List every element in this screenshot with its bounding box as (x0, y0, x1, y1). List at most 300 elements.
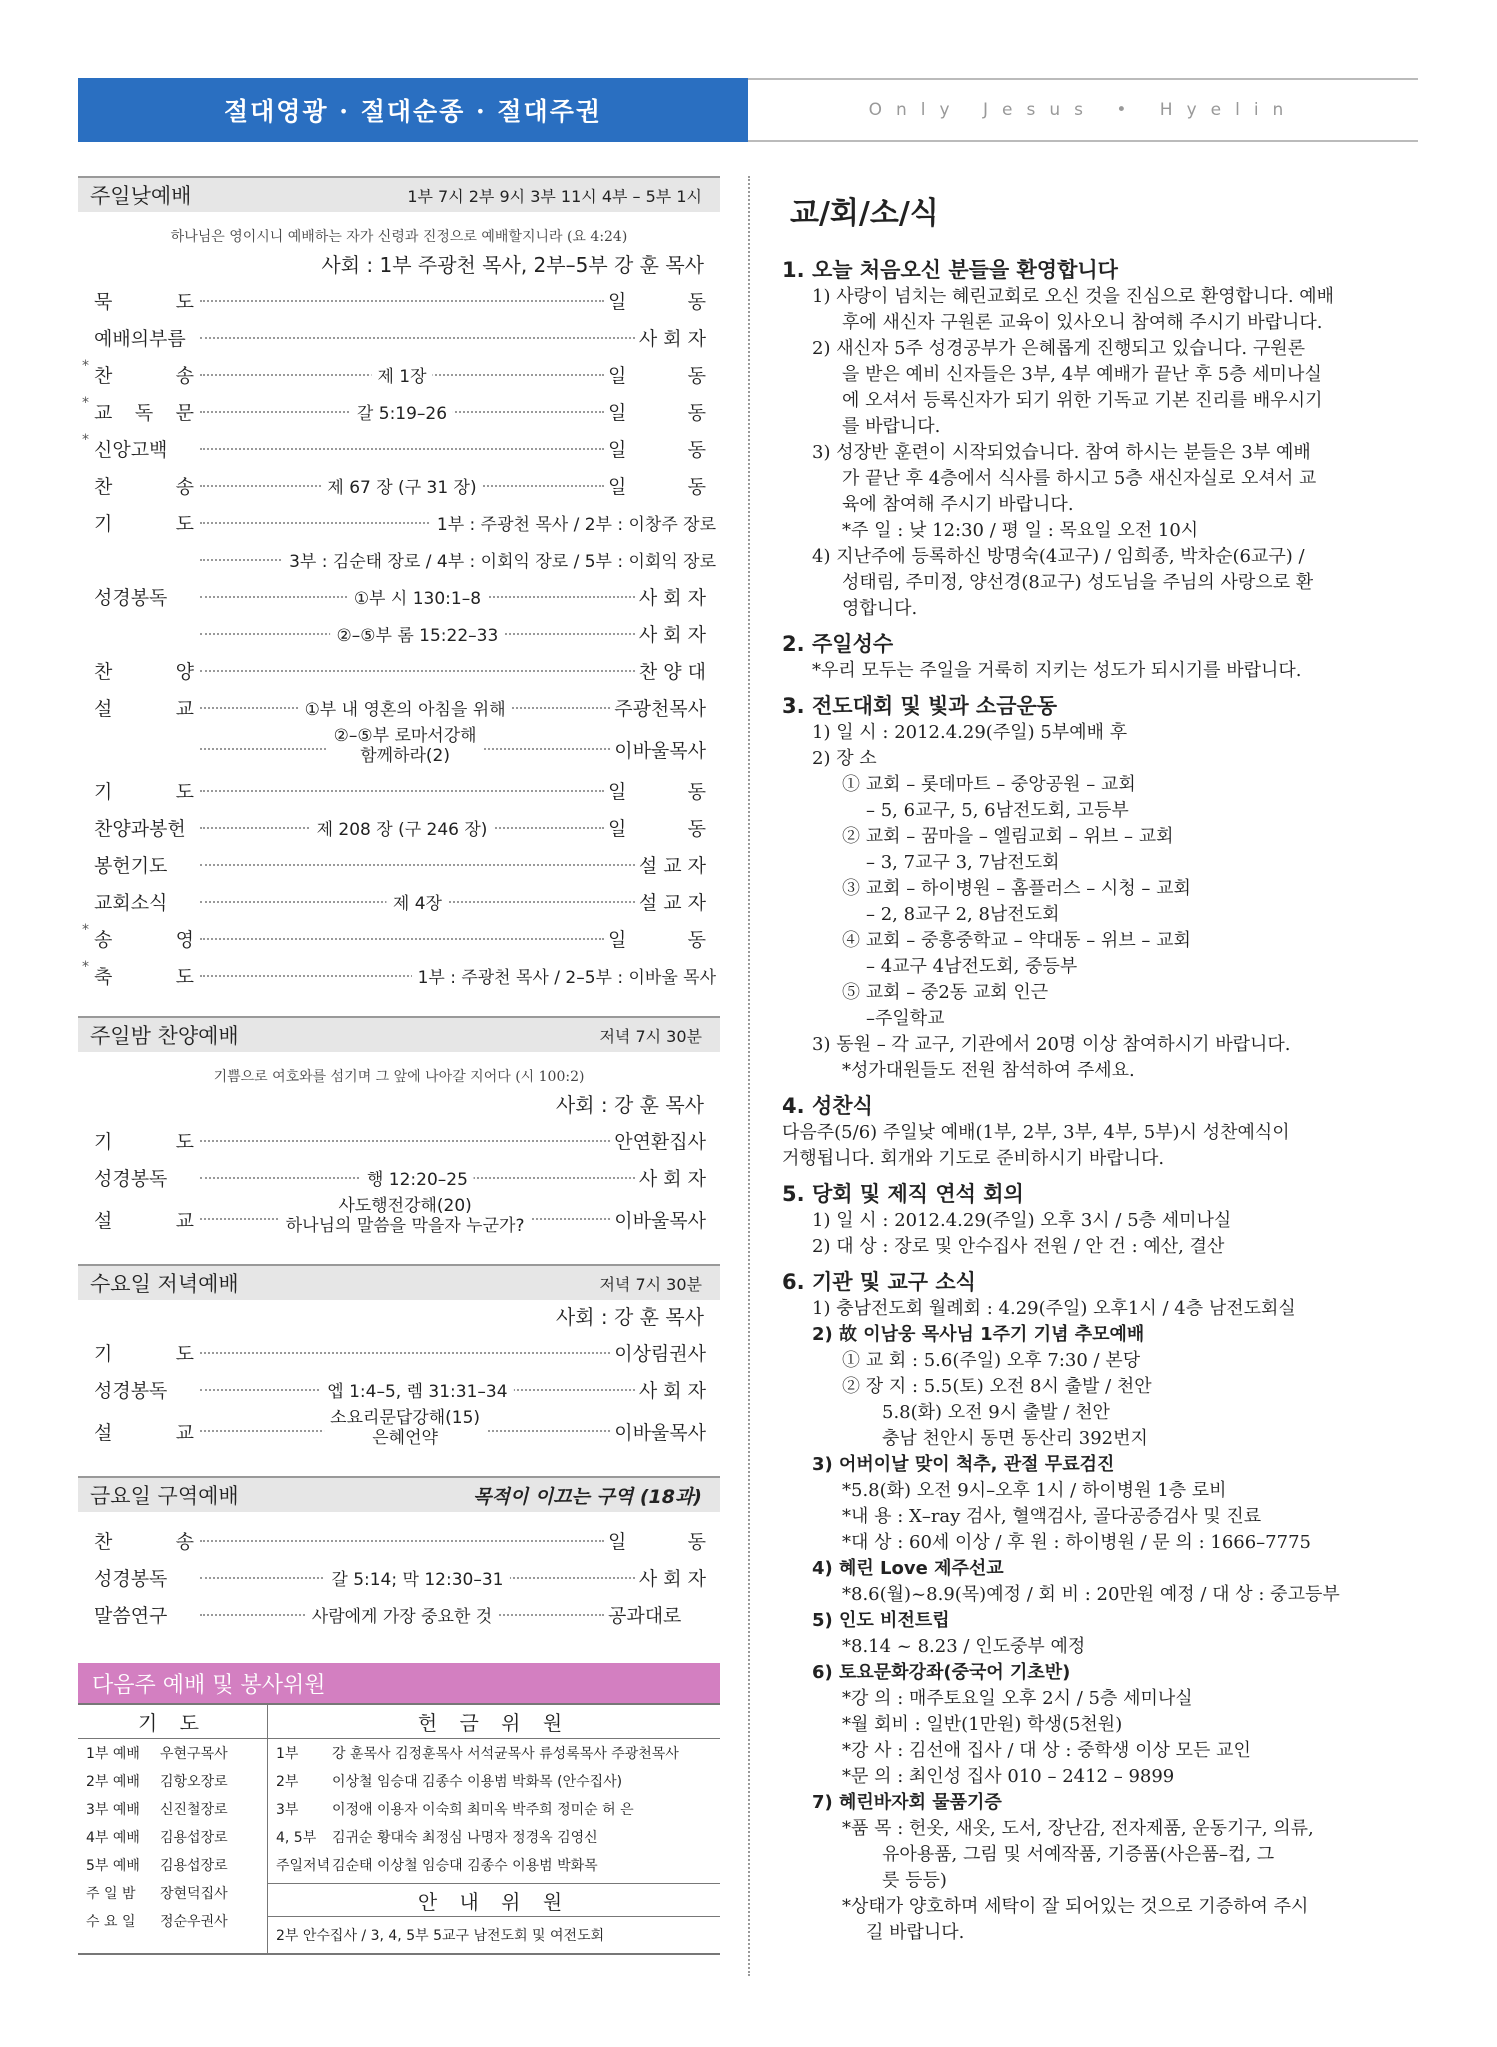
news-line: 2) 장 소 (812, 748, 877, 769)
order-row (78, 504, 720, 541)
prayer-person: 우현구목사 (160, 1746, 228, 1762)
news-line: ③ 교회 – 하이병원 – 홈플러스 – 시청 – 교회 (842, 878, 1191, 899)
news-line: 2) 故 이남웅 목사님 1주기 기념 추모예배 (812, 1324, 1145, 1345)
leader-dots (200, 726, 610, 766)
news-line: ⑤ 교회 – 중2동 교회 인근 (842, 982, 1049, 1003)
order-row (78, 1196, 720, 1242)
order-item-leader: 이바울목사 (614, 739, 706, 762)
leader-dots (200, 864, 635, 866)
leader-dots (200, 551, 716, 572)
offering-members: 강 훈목사 김정훈목사 서석균목사 류성록목사 주광천목사 (332, 1746, 679, 1762)
order-row (78, 578, 720, 615)
offering-service: 2부 (276, 1774, 299, 1790)
detail-line: 1부 : 주광천 목사 / 2부 : 이창주 장로 (436, 514, 716, 535)
news-line: 5) 인도 비전트립 (812, 1610, 950, 1631)
presider: 사회 : 강 훈 목사 (555, 1305, 704, 1329)
news-line: *강 의 : 매주토요일 오후 2시 / 5층 세미나실 (842, 1688, 1193, 1709)
order-item-label: 기 도 (94, 1131, 194, 1153)
order-item-label: 말씀연구 (94, 1605, 168, 1627)
detail-line: 갈 5:14; 막 12:30–31 (331, 1569, 504, 1590)
order-row (78, 319, 720, 356)
section-gap (78, 1633, 720, 1655)
leader-dots (200, 366, 604, 387)
news-line: *주 일 : 낮 12:30 / 평 일 : 목요일 오전 10시 (842, 520, 1199, 541)
order-item-detail (348, 584, 487, 609)
order-item-detail (325, 1565, 509, 1590)
prayer-service: 2부 예배 (86, 1774, 140, 1790)
order-item-detail (311, 815, 494, 840)
prayer-header: 기 도 (78, 1705, 267, 1739)
order-item-label: 성경봉독 (94, 1380, 168, 1402)
order-item-detail (412, 963, 716, 988)
detail-line: 행 12:20–25 (366, 1169, 468, 1190)
order-row (78, 1559, 720, 1596)
news-line: 1) 일 시 : 2012.4.29(주일) 5부예배 후 (812, 722, 1128, 743)
prayer-person: 김용섭장로 (160, 1858, 228, 1874)
page-header (78, 78, 1418, 142)
order-item-label: 봉헌기도 (94, 855, 168, 877)
order-item-name (78, 1376, 196, 1403)
news-line: 4) 지난주에 등록하신 방명숙(4교구) / 임희종, 박차순(6교구) / (812, 546, 1305, 567)
detail-line: 제 67 장 (구 31 장) (327, 477, 477, 498)
prayer-person: 정순우권사 (160, 1914, 228, 1930)
detail-line-2: 함께하라(2) (360, 746, 450, 766)
news-line: 영합니다. (842, 598, 918, 619)
offering-row (268, 1767, 720, 1795)
news-line: ① 교회 – 롯데마트 – 중앙공원 – 교회 (842, 774, 1136, 795)
section-times: 1부 7시 2부 9시 3부 11시 4부 – 5부 1시 (407, 186, 702, 206)
order-row (78, 541, 720, 578)
news-line: 7) 혜린바자회 물품기증 (812, 1792, 1002, 1813)
news-line: *월 회비 : 일반(1만원) 학생(5천원) (842, 1714, 1123, 1735)
news-item-heading: 전도대회 및 빛과 소금운동 (812, 694, 1058, 718)
order-item-name (78, 888, 196, 915)
offering-row (268, 1823, 720, 1851)
scripture-verse: 하나님은 영이시니 예배하는 자가 신령과 진정으로 예배할지니라 (요 4:24) (170, 229, 628, 245)
offering-row (268, 1851, 720, 1879)
order-item-name (78, 1164, 196, 1191)
news-item-heading: 당회 및 제직 연석 회의 (812, 1182, 1024, 1206)
leader-dots (200, 403, 604, 424)
order-row (78, 356, 720, 393)
section-times: 저녁 7시 30분 (599, 1274, 702, 1294)
order-item-detail (351, 399, 453, 424)
order-item-leader: 이상림권사 (614, 1343, 706, 1365)
order-item-leader: 사 회 자 (638, 1168, 706, 1190)
presider: 사회 : 강 훈 목사 (555, 1093, 704, 1117)
offering-header: 헌 금 위 원 (268, 1705, 720, 1739)
section-gap (78, 1242, 720, 1264)
section-subtitle: 목적이 이끄는 구역 (18과) (473, 1485, 702, 1508)
news-line: – 4교구 4남전도회, 중등부 (866, 956, 1078, 977)
news-line: 후에 새신자 구원론 교육이 있사오니 참여해 주시기 바랍니다. (842, 312, 1323, 333)
news-item-number: 5. (782, 1182, 805, 1206)
offering-service: 주일저녁 (276, 1858, 331, 1874)
order-item-leader: 이바울목사 (614, 1209, 706, 1232)
order-row (78, 1408, 720, 1454)
leader-dots (200, 1196, 610, 1236)
news-item-number: 4. (782, 1094, 805, 1118)
offering-service: 4, 5부 (276, 1830, 317, 1846)
order-row (78, 1371, 720, 1408)
order-item-label: 설 교 (94, 698, 194, 720)
news-line: *문 의 : 최인성 집사 010 – 2412 – 9899 (842, 1766, 1175, 1787)
news-item-number: 2. (782, 632, 805, 656)
order-item-detail (324, 1408, 486, 1448)
prayer-service: 수 요 일 (86, 1914, 136, 1930)
leader-dots (200, 448, 604, 450)
news-line: 길 바랍니다. (866, 1922, 965, 1943)
news-line: ② 교회 – 꿈마을 – 엘림교회 – 위브 – 교회 (842, 826, 1174, 847)
spacer (78, 1512, 720, 1522)
order-item-name (78, 1127, 196, 1154)
order-item-name (78, 398, 196, 425)
order-row (78, 1522, 720, 1559)
order-item-leader: 사 회 자 (638, 587, 706, 609)
news-item-heading: 성찬식 (812, 1094, 873, 1118)
order-item-leader: 일 동 (608, 781, 706, 803)
leader-dots (200, 938, 604, 940)
news-line: 6) 토요문화강좌(중국어 기초반) (812, 1662, 1071, 1683)
order-item-label: 기 도 (94, 513, 194, 535)
prayer-row (78, 1823, 267, 1851)
news-line: 3) 동원 – 각 교구, 기관에서 20명 이상 참여하시기 바랍니다. (812, 1034, 1291, 1055)
order-row (78, 920, 720, 957)
section-gap (78, 1454, 720, 1476)
news-line: 거행됩니다. 회개와 기도로 준비하시기 바랍니다. (782, 1148, 1165, 1169)
prayer-row (78, 1879, 267, 1907)
leader-dots (200, 670, 635, 672)
news-line: 3) 성장반 훈련이 시작되었습니다. 참여 하시는 분들은 3부 예배 (812, 442, 1311, 463)
order-row (78, 652, 720, 689)
order-row (78, 467, 720, 504)
order-item-name (78, 549, 196, 571)
order-item-name (78, 1339, 196, 1366)
order-item-leader: 설 교 자 (638, 892, 706, 914)
prayer-service: 1부 예배 (86, 1746, 140, 1762)
order-item-name (78, 287, 196, 314)
detail-line: 제 4장 (392, 893, 442, 914)
order-item-name (78, 694, 196, 721)
order-item-leader: 사 회 자 (638, 1380, 706, 1402)
leader-dots (200, 1569, 635, 1590)
order-row (78, 726, 720, 772)
order-item-detail (387, 889, 448, 914)
leader-dots (200, 337, 635, 339)
order-item-name (78, 814, 196, 841)
news-line: 충남 천안시 동면 동산리 392번지 (882, 1428, 1148, 1449)
order-item-leader: 설 교 자 (638, 855, 706, 877)
news-line: – 5, 6교구, 5, 6남전도회, 고등부 (866, 800, 1129, 821)
detail-line: 사도행전강해(20) (338, 1196, 472, 1216)
news-item-number: 1. (782, 258, 805, 282)
order-item-detail (321, 473, 482, 498)
news-line: 1) 충남전도회 월례회 : 4.29(주일) 오후1시 / 4층 남전도회실 (812, 1298, 1296, 1319)
order-item-name (78, 1564, 196, 1591)
news-line: *품 목 : 헌옷, 새옷, 도서, 장난감, 전자제품, 운동기구, 의류, (842, 1818, 1314, 1839)
order-item-detail (431, 510, 716, 535)
order-item-detail (280, 1196, 531, 1236)
leader-dots (200, 1169, 635, 1190)
order-item-leader: 안연환집사 (614, 1131, 706, 1153)
order-item-detail (283, 547, 716, 572)
news-line: 5.8(화) 오전 9시 출발 / 천안 (882, 1402, 1110, 1423)
prayer-row (78, 1851, 267, 1879)
order-item-label: 기 도 (94, 781, 194, 803)
leader-dots (200, 514, 716, 535)
offering-service: 3부 (276, 1802, 299, 1818)
news-line: ④ 교회 – 중흥중학교 – 약대동 – 위브 – 교회 (842, 930, 1191, 951)
order-item-label: 묵 도 (94, 291, 194, 313)
sunday_night-header (78, 1016, 720, 1052)
sunday_day-header (78, 176, 720, 212)
news-title: 교/회/소/식 (790, 196, 939, 231)
prayer-person: 김항오장로 (160, 1774, 228, 1790)
offering-members: 이상철 임승대 김종수 이용범 박화목 (안수집사) (332, 1774, 623, 1790)
news-line: *강 사 : 김선애 집사 / 대 상 : 중학생 이상 모든 교인 (842, 1740, 1251, 1761)
church-news-column (782, 176, 1422, 1946)
news-line: 를 바랍니다. (842, 416, 941, 437)
news-line: 1) 사랑이 넘치는 혜린교회로 오신 것을 진심으로 환영합니다. 예배 (812, 286, 1335, 307)
order-item-label: 교회소식 (94, 892, 168, 914)
next-week-table (78, 1703, 720, 1955)
leader-dots (200, 1352, 610, 1354)
order-item-label: 찬 송 (94, 365, 194, 387)
news-item-number: 6. (782, 1270, 805, 1294)
leader-dots (200, 588, 635, 609)
order-row (78, 1159, 720, 1196)
detail-line: 제 208 장 (구 246 장) (316, 819, 488, 840)
order-item-leader: 사 회 자 (638, 624, 706, 646)
order-row (78, 282, 720, 319)
news-line: 4) 혜린 Love 제주선교 (812, 1558, 1004, 1579)
order-item-label: 찬 송 (94, 1531, 194, 1553)
leader-dots (200, 1606, 604, 1627)
order-row (78, 1596, 720, 1633)
news-line: 을 받은 예비 신자들은 3부, 4부 예배가 끝난 후 5층 세미나실 (842, 364, 1322, 385)
news-line: 다음주(5/6) 주일낮 예배(1부, 2부, 3부, 4부, 5부)시 성찬예식이 (782, 1122, 1290, 1143)
order-item-leader: 일 동 (608, 1531, 706, 1553)
section-gap (78, 994, 720, 1016)
news-line: *상태가 양호하며 세탁이 잘 되어있는 것으로 기증하여 주시 (842, 1896, 1309, 1917)
detail-line-2: 은혜언약 (372, 1428, 438, 1448)
order-item-name (78, 1418, 196, 1445)
news-item-number: 3. (782, 694, 805, 718)
order-item-name (78, 472, 196, 499)
news-line: *대 상 : 60세 이상 / 후 원 : 하이병원 / 문 의 : 1666–7775 (842, 1532, 1311, 1553)
usher-header: 안 내 위 원 (268, 1883, 720, 1917)
order-item-leader: 일 동 (608, 365, 706, 387)
order-item-leader: 일 동 (608, 402, 706, 424)
offering-row (268, 1739, 720, 1767)
news-line: 3) 어버이날 맞이 척추, 관절 무료검진 (812, 1454, 1115, 1475)
leader-dots (200, 477, 604, 498)
order-item-leader: 일 동 (608, 476, 706, 498)
order-item-detail (328, 726, 483, 766)
detail-line: 3부 : 김순태 장로 / 4부 : 이회익 장로 / 5부 : 이회익 장로 (289, 551, 716, 572)
section-times: 저녁 7시 30분 (599, 1026, 702, 1046)
order-row (78, 1334, 720, 1371)
news-line: *성가대원들도 전원 참석하여 주세요. (842, 1060, 1135, 1081)
detail-line: ②–⑤부 롬 15:22–33 (336, 625, 499, 646)
order-item-name (78, 777, 196, 804)
order-row (78, 772, 720, 809)
prayer-row (78, 1795, 267, 1823)
order-item-name (78, 509, 196, 536)
news-line: 성태림, 주미정, 양선경(8교구) 성도님을 주님의 사랑으로 환 (842, 572, 1314, 593)
order-item-detail (361, 1165, 474, 1190)
order-item-label: 찬 송 (94, 476, 194, 498)
news-line: 2) 새신자 5주 성경공부가 은혜롭게 진행되고 있습니다. 구원론 (812, 338, 1306, 359)
order-item-leader: 일 동 (608, 929, 706, 951)
order-item-leader: 공과대로 (608, 1605, 682, 1627)
order-item-detail (331, 621, 505, 646)
order-item-label: 성경봉독 (94, 587, 168, 609)
leader-dots (200, 967, 716, 988)
order-row (78, 393, 720, 430)
order-item-label: 찬양과봉헌 (94, 818, 186, 840)
news-item-title (782, 1180, 1422, 1208)
order-item-name (78, 583, 196, 610)
order-item-label: 찬 양 (94, 661, 194, 683)
order-item-leader: 일 동 (608, 439, 706, 461)
presider: 사회 : 1부 주광천 목사, 2부–5부 강 훈 목사 (321, 253, 704, 277)
order-item-name (78, 1206, 196, 1233)
section-title: 주일밤 찬양예배 (90, 1024, 239, 1048)
section-title: 금요일 구역예배 (90, 1484, 239, 1508)
news-line: *내 용 : X–ray 검사, 혈액검사, 골다공증검사 및 진료 (842, 1506, 1262, 1527)
order-item-label: 축 도 (94, 966, 194, 988)
prayer-person: 장현덕집사 (160, 1886, 228, 1902)
prayer-row (78, 1739, 267, 1767)
order-item-leader: 사 회 자 (638, 1568, 706, 1590)
offering-members: 김귀순 황대숙 최정심 나명자 정경옥 김영신 (332, 1830, 598, 1846)
order-item-name (78, 324, 196, 351)
leader-dots (200, 1408, 610, 1448)
next-week-header: 다음주 예배 및 봉사위원 (78, 1663, 720, 1703)
news-line: ② 장 지 : 5.5(토) 오전 8시 출발 / 천안 (842, 1376, 1152, 1397)
detail-line: 1부 : 주광천 목사 / 2–5부 : 이바울 목사 (417, 967, 716, 988)
order-item-detail (306, 1602, 498, 1627)
leader-dots (200, 1140, 610, 1142)
news-line: 육에 참여해 주시기 바랍니다. (842, 494, 1074, 515)
order-item-detail (299, 695, 512, 720)
order-item-label: 설 교 (94, 1421, 194, 1444)
offering-service: 1부 (276, 1746, 299, 1762)
detail-line: ②–⑤부 로마서강해 (333, 726, 477, 746)
news-line: 가 끝난 후 4층에서 식사를 하시고 5층 새신자실로 오셔서 교 (842, 468, 1317, 489)
prayer-service: 4부 예배 (86, 1830, 140, 1846)
section-title: 수요일 저녁예배 (90, 1272, 239, 1296)
news-item-heading: 기관 및 교구 소식 (812, 1270, 976, 1294)
order-item-name (78, 435, 196, 462)
order-item-label: 송 영 (94, 929, 194, 951)
prayer-column (78, 1705, 268, 1953)
news-line: –주일학교 (866, 1008, 945, 1029)
order-item-name (78, 925, 196, 952)
order-item-detail (321, 1377, 513, 1402)
detail-line: 사람에게 가장 중요한 것 (311, 1606, 493, 1627)
news-line: 릇 등등) (882, 1870, 947, 1891)
prayer-service: 주 일 밤 (86, 1886, 136, 1902)
offering-row (268, 1795, 720, 1823)
leader-dots (200, 625, 635, 646)
offering-members: 김순태 이상철 임승대 김종수 이용범 박화목 (332, 1858, 598, 1874)
slogan-banner: 절대영광 · 절대순종 · 절대주권 (78, 78, 748, 142)
order-row (78, 689, 720, 726)
news-item-heading: 오늘 처음오신 분들을 환영합니다 (812, 258, 1118, 282)
prayer-service: 5부 예배 (86, 1858, 140, 1874)
news-line: – 2, 8교구 2, 8남전도회 (866, 904, 1060, 925)
order-item-leader: 일 동 (608, 818, 706, 840)
news-line: – 3, 7교구 3, 7남전도회 (866, 852, 1060, 873)
detail-line-2: 하나님의 말씀을 막을자 누군가? (285, 1216, 525, 1236)
news-line: *8.14 ~ 8.23 / 인도중부 예정 (842, 1636, 1086, 1657)
news-line: ① 교 회 : 5.6(주일) 오후 7:30 / 본당 (842, 1350, 1141, 1371)
prayer-service: 3부 예배 (86, 1802, 140, 1818)
wednesday-header (78, 1264, 720, 1300)
detail-line: 소요리문답강해(15) (330, 1408, 481, 1428)
order-item-label: 성경봉독 (94, 1568, 168, 1590)
order-item-leader: 사 회 자 (638, 328, 706, 350)
prayer-person: 김용섭장로 (160, 1830, 228, 1846)
leader-dots (200, 300, 604, 302)
news-line: *5.8(화) 오전 9시–오후 1시 / 하이병원 1층 로비 (842, 1480, 1227, 1501)
order-item-label: 예배의부름 (94, 328, 186, 350)
order-row (78, 430, 720, 467)
order-row (78, 1122, 720, 1159)
order-item-name (78, 657, 196, 684)
news-line: *우리 모두는 주일을 거룩히 지키는 성도가 되시기를 바랍니다. (812, 660, 1302, 681)
section-title: 주일낮예배 (90, 184, 192, 208)
order-item-name (78, 962, 196, 989)
motto: Only Jesus • Hyelin (748, 78, 1418, 142)
scripture-verse: 기쁨으로 여호와를 섬기며 그 앞에 나아갈 지어다 (시 100:2) (213, 1069, 585, 1085)
detail-line: ①부 내 영혼의 아침을 위해 (304, 699, 506, 720)
news-line: 1) 일 시 : 2012.4.29(주일) 오후 3시 / 5층 세미나실 (812, 1210, 1232, 1231)
order-item-leader: 일 동 (608, 291, 706, 313)
news-item-title (782, 1092, 1422, 1120)
order-row (78, 846, 720, 883)
order-item-name (78, 623, 196, 645)
leader-dots (200, 893, 635, 914)
order-item-label: 성경봉독 (94, 1168, 168, 1190)
worship-order-column (78, 176, 720, 1955)
order-item-label: 설 교 (94, 1209, 194, 1232)
offering-members: 이정애 이용자 이숙희 최미옥 박주희 정미순 허 은 (332, 1802, 634, 1818)
order-item-name (78, 1527, 196, 1554)
detail-line: ①부 시 130:1–8 (353, 588, 482, 609)
column-divider (748, 176, 750, 1976)
news-item-title (782, 1268, 1422, 1296)
detail-line: 갈 5:19–26 (356, 403, 448, 424)
friday-header (78, 1476, 720, 1512)
order-row (78, 809, 720, 846)
leader-dots (200, 1381, 635, 1402)
order-item-leader: 이바울목사 (614, 1421, 706, 1444)
leader-dots (200, 699, 610, 720)
leader-dots (200, 1540, 604, 1542)
order-item-leader: 찬 양 대 (638, 661, 706, 683)
news-item-title (782, 630, 1422, 658)
order-row (78, 883, 720, 920)
news-item-title (782, 692, 1422, 720)
news-line: *8.6(월)~8.9(목)예정 / 회 비 : 20만원 예정 / 대 상 : 중고등부 (842, 1584, 1340, 1605)
news-item-title (782, 256, 1422, 284)
offering-column (268, 1705, 720, 1953)
order-row (78, 615, 720, 652)
detail-line: 엡 1:4–5, 렘 31:31–34 (327, 1381, 508, 1402)
